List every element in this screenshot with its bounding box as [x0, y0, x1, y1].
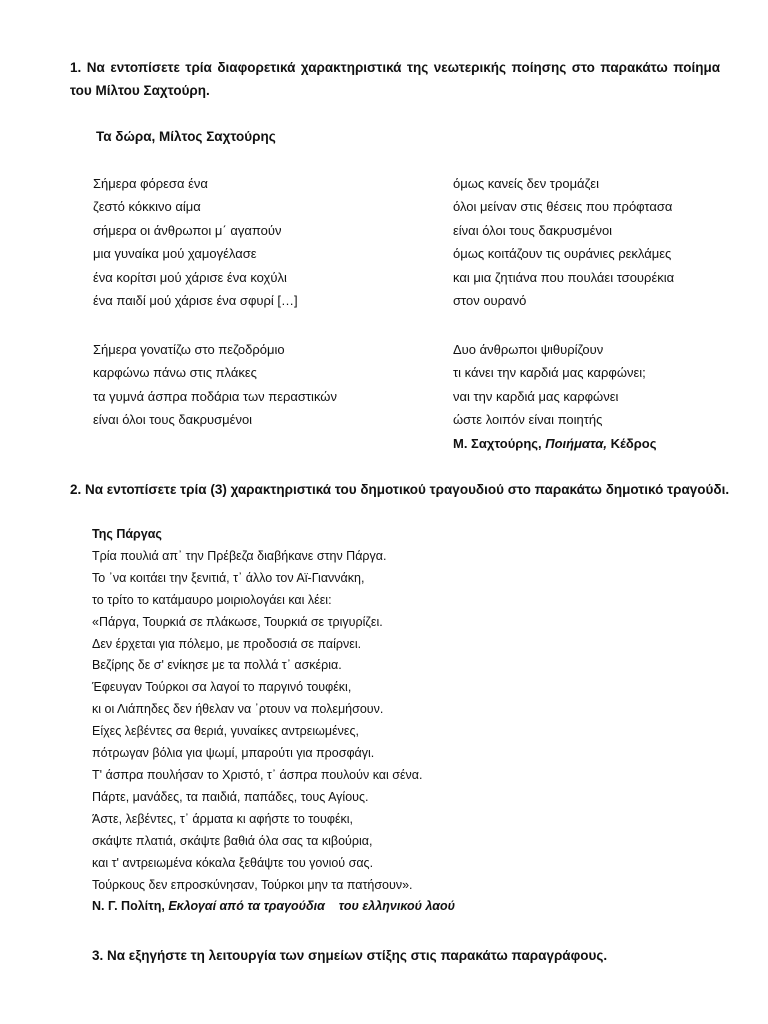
poem-line: τα γυμνά άσπρα ποδάρια των περαστικών [93, 388, 337, 404]
poem-line: πότρωγαν βόλια για ψωμί, μπαρούτι για προσφάγι. [92, 746, 375, 761]
poem-line: το τρίτο το κατάμαυρο μοιριολογάει και λέει: [92, 592, 332, 607]
poem-line: ώστε λοιπόν είναι ποιητής [453, 412, 603, 428]
question-1: 1. Να εντοπίσετε τρία διαφορετικά χαρακτηριστικά της νεωτερικής ποίησης στο παρακάτω ποίημα του Μίλτου Σαχτούρη. [70, 60, 720, 98]
poem-line: Τ' άσπρα πουλήσαν το Χριστό, τ᾽ άσπρα πουλούν και σένα. [92, 767, 423, 782]
poem-line: όλοι μείναν στις θέσεις που πρόφτασα [453, 199, 673, 215]
poem-line: στον ουρανό [453, 293, 527, 309]
poem-line: είναι όλοι τους δακρυσμένοι [93, 412, 253, 428]
question-3: 3. Να εξηγήστε τη λειτουργία των σημείων στίξης στις παρακάτω παραγράφους. [92, 948, 608, 963]
poem-2 [92, 524, 455, 918]
poem-line: όμως κοιτάζουν τις ουράνιες ρεκλάμες [453, 246, 672, 262]
poem-line: Τούρκους δεν επροσκύνησαν, Τούρκοι μην τα πατήσουν». [92, 877, 413, 892]
poem-2-source-author: Ν. Γ. Πολίτη, [92, 899, 169, 914]
poem-line: όμως κανείς δεν τρομάζει [453, 176, 599, 191]
poem-line: Το ᾽να κοιτάει την ξενιτιά, τ᾽ άλλο τον Αϊ-Γιαννάκη, [92, 570, 365, 585]
poem-line: Σήμερα γονατίζω στο πεζοδρόμιο [93, 342, 285, 357]
poem-line: καρφώνω πάνω στις πλάκες [93, 365, 257, 381]
poem-line: Βεζίρης δε σ' ενίκησε με τα πολλά τ᾽ ασκέρια. [92, 658, 342, 673]
poem-1-right-stanza-1 [453, 172, 674, 312]
poem-line: σκάψτε πλατιά, σκάψτε βαθιά όλα σας τα κιβούρια, [92, 833, 373, 848]
poem-1-title: Τα δώρα, Μίλτος Σαχτούρης [96, 129, 276, 144]
poem-line: και τ' αντρειωμένα κόκαλα ξεθάψτε του γονιού σας. [92, 855, 374, 870]
poem-line: είναι όλοι τους δακρυσμένοι [453, 222, 613, 238]
poem-line: και μια ζητιάνα που πουλάει τσουρέκια [453, 269, 675, 285]
poem-line: «Πάργα, Τουρκιά σε πλάκωσε, Τουρκιά σε τριγυρίζει. [92, 614, 383, 629]
poem-line: Δυο άνθρωποι ψιθυρίζουν [453, 342, 604, 357]
poem-line: Πάρτε, μανάδες, τα παιδιά, παπάδες, τους Αγίους. [92, 789, 369, 804]
poem-line: ένα κορίτσι μού χάρισε ένα κοχύλι [93, 269, 287, 285]
question-2: 2. Να εντοπίσετε τρία (3) χαρακτηριστικά του δημοτικού τραγουδιού στο παρακάτω δημοτικό τραγούδι. [70, 482, 730, 497]
poem-line: τι κάνει την καρδιά μας καρφώνει; [453, 365, 646, 381]
poem-2-title: Της Πάργας [92, 527, 162, 541]
poem-line: Έφευγαν Τούρκοι σα λαγοί το παργινό τουφέκι, [92, 680, 352, 695]
poem-line: Τρία πουλιά απ᾽ την Πρέβεζα διαβήκανε στην Πάργα. [92, 548, 387, 563]
poem-line: μια γυναίκα μού χαμογέλασε [93, 246, 257, 262]
poem-1-source-work: Ποιήματα, [545, 435, 607, 451]
poem-1-left-stanza-1 [93, 172, 298, 312]
poem-line: ζεστό κόκκινο αίμα [93, 199, 201, 215]
poem-1-left-stanza-2 [93, 338, 337, 432]
poem-2-source [92, 896, 455, 918]
poem-line: σήμερα οι άνθρωποι μ΄ αγαπούν [93, 222, 282, 238]
poem-line: ένα παιδί μού χάρισε ένα σφυρί […] [93, 293, 298, 309]
poem-1-source-author: Μ. Σαχτούρης, [453, 435, 546, 451]
poem-line: ναι την καρδιά μας καρφώνει [453, 388, 619, 404]
poem-line: Άστε, λεβέντες, τ᾽ άρματα κι αφήστε το τουφέκι, [92, 811, 354, 826]
poem-2-source-work: Εκλογαί από τα τραγούδια του ελληνικού λαού [168, 899, 456, 914]
poem-1-source-publisher: Κέδρος [606, 435, 657, 451]
poem-line: Είχες λεβέντες σα θεριά, γυναίκες αντρειωμένες, [92, 724, 359, 739]
poem-line: Σήμερα φόρεσα ένα [93, 176, 208, 191]
poem-1-right-stanza-2 [453, 338, 656, 455]
poem-1-source [453, 432, 656, 455]
poem-line: κι οι Λιάπηδες δεν ήθελαν να ᾽ρτουν να πολεμήσουν. [92, 702, 384, 717]
poem-line: Δεν έρχεται για πόλεμο, με προδοσιά σε παίρνει. [92, 636, 362, 651]
